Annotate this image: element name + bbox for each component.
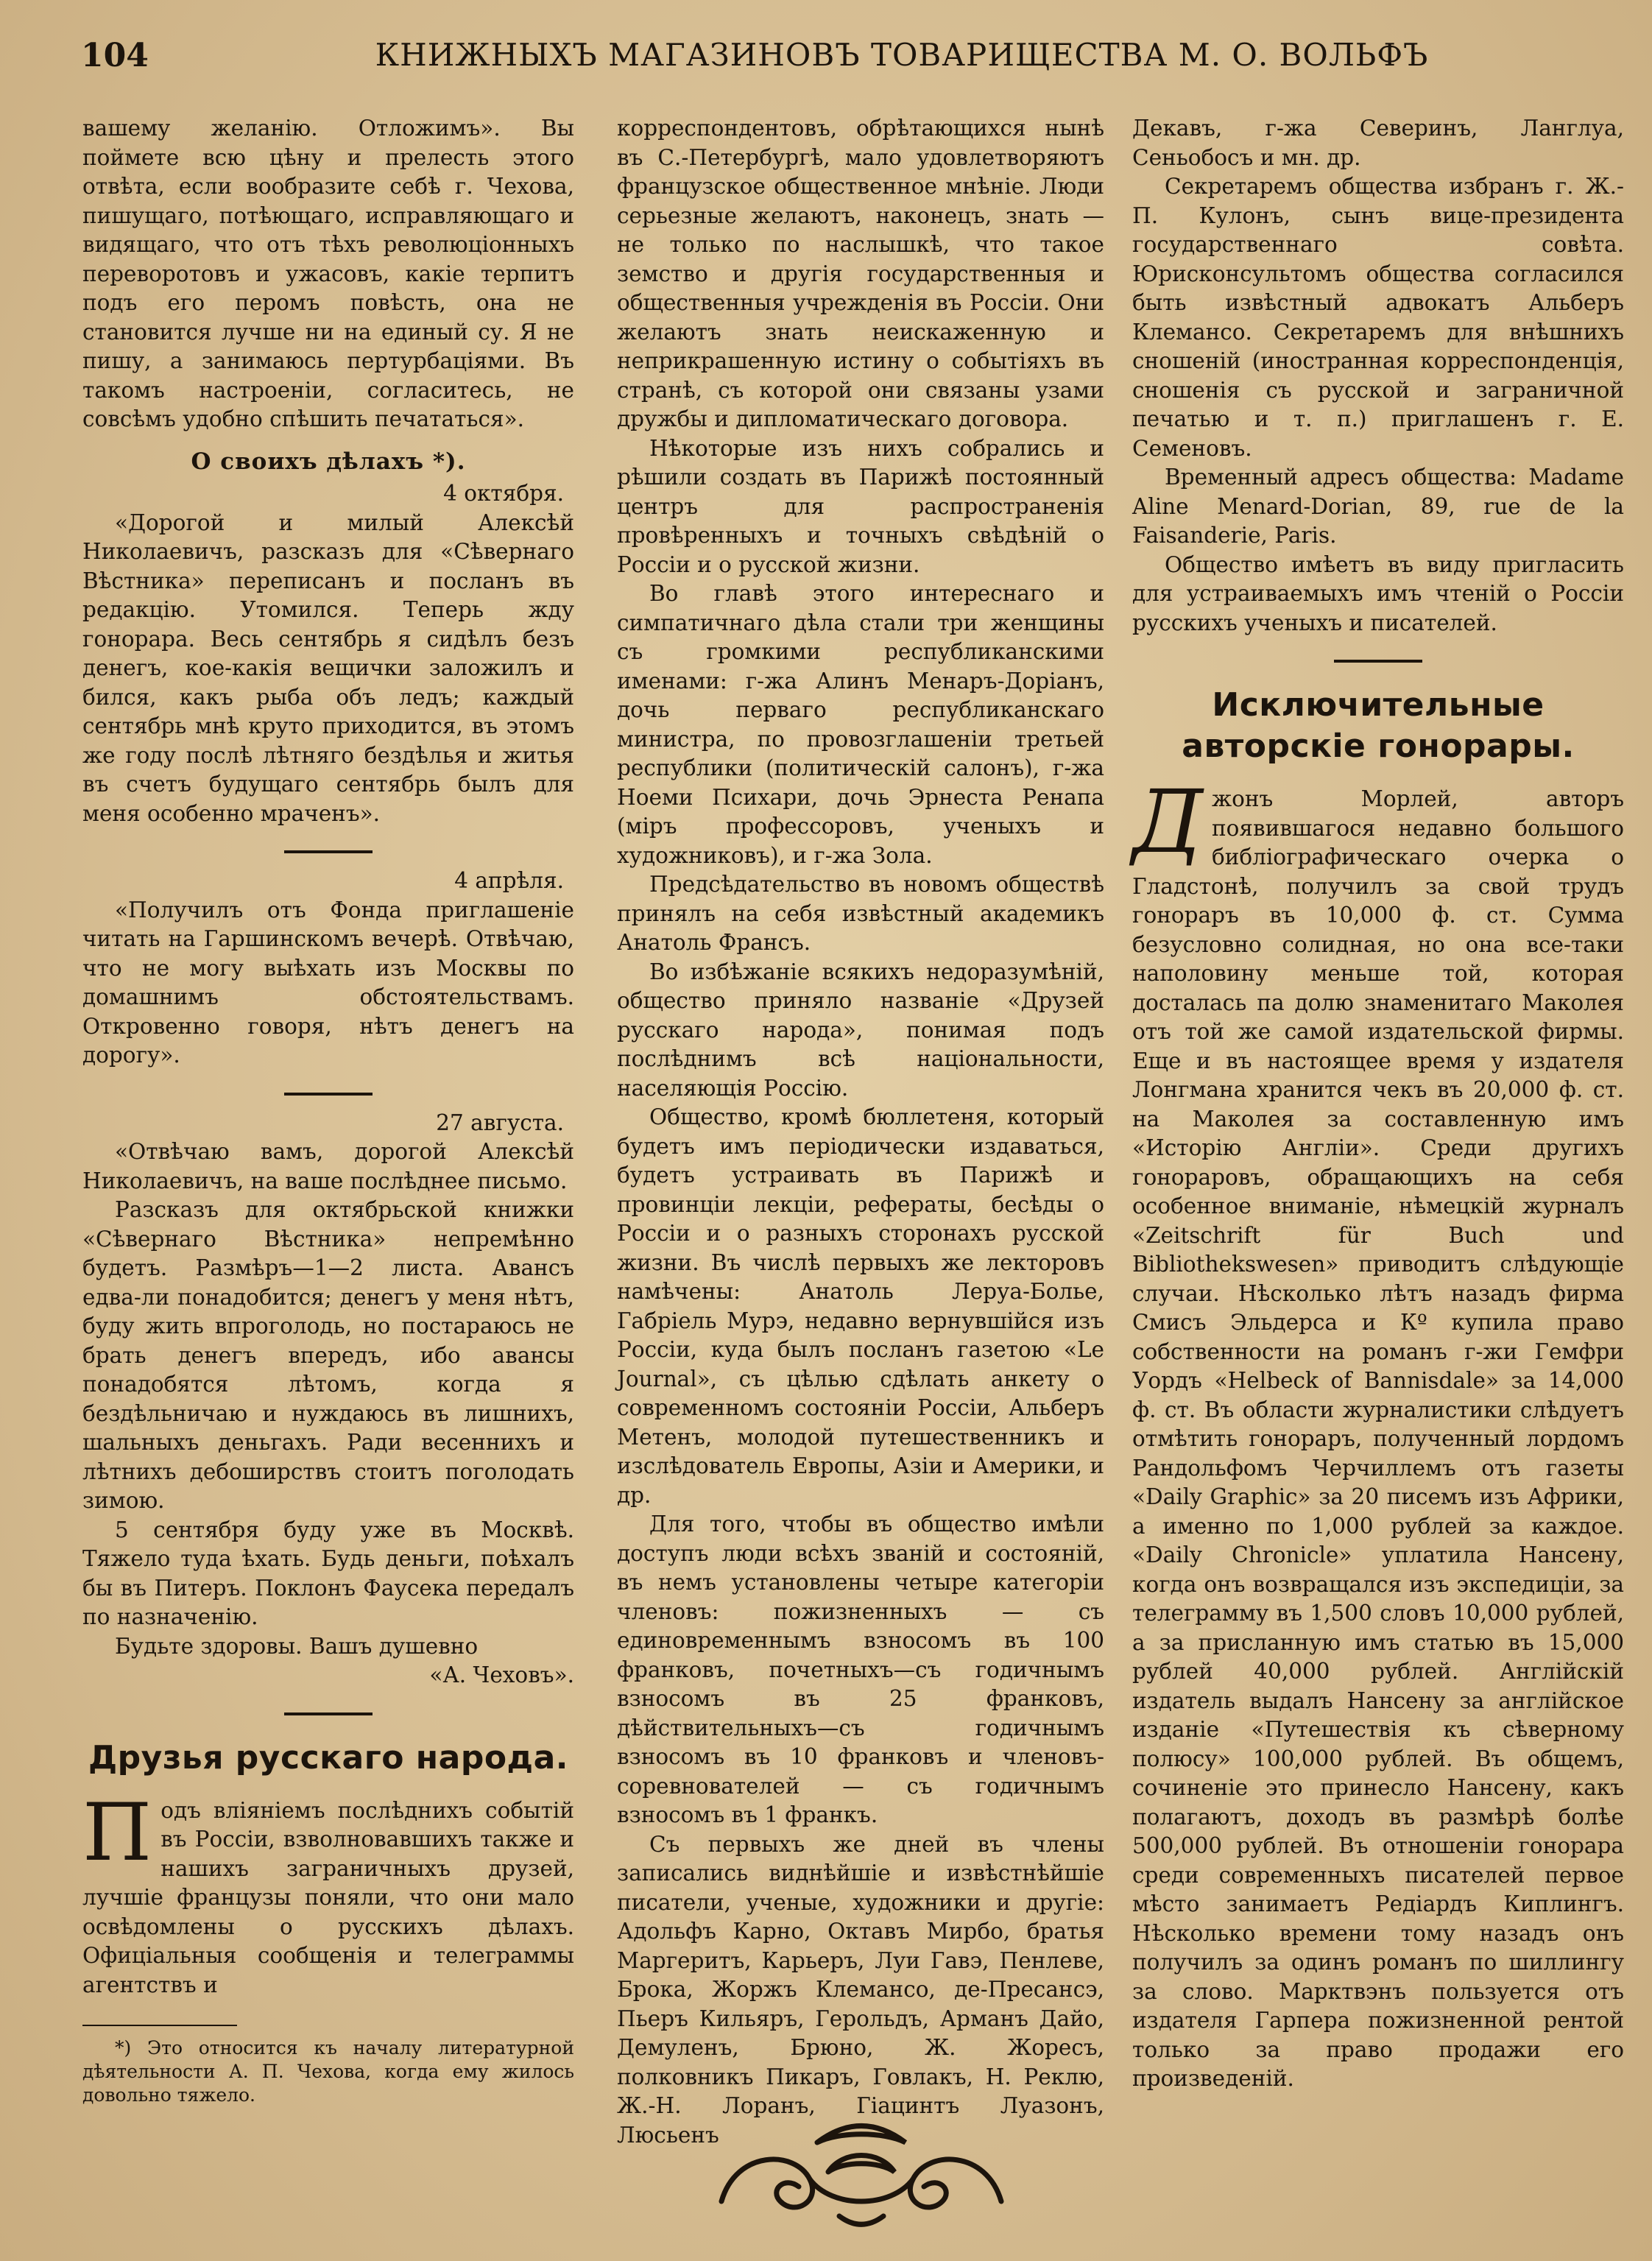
subheading: О своихъ дѣлахъ *). [191,448,466,475]
section-title: Исключительные авторскіе гонорары. [1182,686,1575,765]
signature: «А. Чеховъ». [429,1662,574,1687]
drop-cap: П [82,1786,152,1879]
paragraph: «Дорогой и милый Алексѣй Николаевичъ, разсказъ для «Сѣвернаго Вѣстника» переписанъ и посланъ въ редакцію. Утомился. Теперь жду гонорара. Весь сентябрь я сидѣлъ безъ денегъ, кое-какія вещички заложилъ и бился, какъ рыба объ ледъ; каждый сентябрь мнѣ круто приходится, въ этомъ же году послѣ лѣтняго бездѣлья и житья въ счетъ будущаго сентябрь былъ для меня особенно мраченъ». [82,509,574,826]
footnote: *) Это относится къ началу литературной дѣятельности А. П. Чехова, когда ему жилось довольно тяжело. [82,2037,574,2106]
paragraph: 5 сентября буду уже въ Москвѣ. Тяжело туда ѣхать. Будь деньги, поѣхалъ бы въ Питеръ. Поклонъ Фаусека передалъ по назначенію. [82,1517,574,1629]
divider [1334,660,1422,663]
paragraph: Съ первыхъ же дней въ члены записались виднѣйшіе и извѣстнѣйшіе писатели, ученые, художники и другіе: Адольфъ Карно, Октавъ Мирбо, братья Маргеритъ, Карьеръ, Луи Гавэ, Пенлеве, Брока, Жоржъ Клемансо, де-Пресансэ, Пьеръ Кильяръ, Герольдъ, Арманъ Дайо, Демуленъ, Брюно, Ж. Жоресъ, полковникъ Пикаръ, Говлакъ, Н. Реклю, Ж.-Н. Лоранъ, Гіацинтъ Луазонъ, Люсьенъ [617,1831,1104,2148]
paragraph: жонъ Морлей, авторъ появившагося недавно большого библіографическаго очерка о Гладстонѣ, получилъ за свой трудъ гонораръ въ 10,000 ф. ст. Сумма безусловно солидная, но она все-таки наполовину меньше той, которая досталась па долю знаменитаго Маколея отъ той же самой издательской фирмы. Еще и въ настоящее время у издателя Лонгмана хранится чекъ въ 20,000 ф. ст. на Маколея за составленную имъ «Исторію Англіи». Среди другихъ гонораровъ, обращающихъ на себя особенное вниманіе, нѣмецкій журналъ «Zeitschrift für Buch und Bibliothekswesen» приводитъ слѣдующіе случаи. Нѣсколько лѣтъ назадъ фирма Смисъ Эльдерса и Кº купила право собственности на романъ г-жи Гемфри Уордъ «Helbeck of Bannisdale» за 14,000 ф. ст. Въ области журналистики слѣдуетъ отмѣтить гонораръ, полученный лордомъ Рандольфомъ Черчиллемъ отъ газеты «Daily Graphic» за 20 писемъ изъ Африки, а именно по 1,000 рублей за каждое. «Daily Chronicle» уплатила Нансену, когда онъ возвращался изъ экспедиціи, за телеграмму въ 1,500 словъ 10,000 рублей, а за присланную имъ статью въ 15,000 рублей 40,000 рублей. Англійскій издатель выдалъ Нансену за англійское изданіе «Путешествія къ сѣверному полюсу» 100,000 рублей. Въ общемъ, сочиненіе это принесло Нансену, какъ полагаютъ, доходъ въ размѣрѣ болѣе 500,000 рублей. Въ отношеніи гонорара среди современныхъ писателей первое мѣсто занимаетъ Редіардъ Киплингъ. Нѣсколько времени тому назадъ онъ получилъ за одинъ романъ по шиллингу за слово. Марктвэнъ пользуется отъ издателя Гарпера пожизненной рентой только за право продажи его произведеній. [1132,786,1624,2091]
paragraph: Для того, чтобы въ общество имѣли доступъ люди всѣхъ званій и состояній, въ немъ установлены четыре категоріи членовъ: пожизненныхъ — съ единовременнымъ взносомъ въ 100 франковъ, почетныхъ—съ годичнымъ взносомъ въ 25 франковъ, дѣйствительныхъ—съ годичнымъ взносомъ въ 10 франковъ и членовъ-соревнователей — съ годичнымъ взносомъ въ 1 франкъ. [617,1512,1104,1827]
paragraph: корреспондентовъ, обрѣтающихся нынѣ въ С.-Петербургѣ, мало удовлетворяютъ французское общественное мнѣніе. Люди серьезные желаютъ, наконецъ, знать — не только по наслышкѣ, что такое земство и другія государственныя и общественныя учрежденія въ Россіи. Они желаютъ знать неискаженную и неприкрашенную истину о событіяхъ въ странѣ, съ которой они связаны узами дружбы и дипломатическаго договора. [617,116,1104,431]
page-header [81,37,1590,88]
paragraph: «Получилъ отъ Фонда приглашеніе читать на Гаршинскомъ вечерѣ. Отвѣчаю, что не могу выѣхать изъ Москвы по домашнимъ обстоятельствамъ. Откровенно говоря, нѣтъ денегъ на дорогу». [82,897,574,1068]
paragraph: Декавъ, г-жа Северинъ, Ланглуа, Сеньобосъ и мн. др. [1132,116,1624,170]
paragraph: Будьте здоровы. Вашъ душевно [115,1633,479,1659]
letter-date: 27 августа. [436,1110,564,1135]
paragraph: Предсѣдательство въ новомъ обществѣ принялъ на себя извѣстный академикъ Анатоль Франсъ. [617,872,1104,955]
column-1 [82,114,574,2107]
paragraph: Во избѣжаніе всякихъ недоразумѣній, общество приняло названіе «Друзей русскаго народа», понимая подъ послѣднимъ всѣ національности, населяющія Россію. [617,959,1104,1101]
letter-date: 4 апрѣля. [454,868,564,893]
letter-date: 4 октября. [443,481,564,506]
paragraph: Секретаремъ общества избранъ г. Ж.-П. Кулонъ, сынъ вице-президента государственнаго совѣта. Юрисконсультомъ общества согласился быть извѣстный адвокатъ Альберъ Клемансо. Секретаремъ для внѣшнихъ сношеній (иностранная корреспонденція, сношенія съ русской и заграничной печатью и т. п.) приглашенъ г. Е. Семеновъ. [1132,174,1624,461]
section-title: Друзья русскаго народа. [88,1738,568,1777]
page-number: 104 [81,37,149,74]
paragraph: вашему желанію. Отложимъ». Вы поймете всю цѣну и прелесть этого отвѣта, если вообразите себѣ г. Чехова, пишущаго, потѣющаго, исправляющаго и видящаго, что отъ тѣхъ революціонныхъ переворотовъ и ужасовъ, какіе терпитъ подъ его перомъ повѣсть, она не становится лучше ни на единый су. Я не пишу, а занимаюсь пертурбаціями. Въ такомъ настроеніи, согласитесь, не совсѣмъ удобно спѣшить печататься». [82,116,574,431]
paragraph: Общество, кромѣ бюллетеня, который будетъ имъ періодически издаваться, будетъ устраивать въ Парижѣ и провинціи лекціи, рефераты, бесѣды о Россіи и о разныхъ сторонахъ русской жизни. Въ числѣ первыхъ же лекторовъ намѣчены: Анатоль Леруа-Болье, Габріель Мурэ, недавно вернувшійся изъ Россіи, куда былъ посланъ газетою «Le Journal», съ цѣлью сдѣлать анкету о современномъ состояніи Россіи, Альберъ Метенъ, молодой путешественникъ и изслѣдователь Европы, Азіи и Америки, и др. [617,1104,1104,1508]
paragraph: Временный адресъ общества: Madame Aline Menard-Dorian, 89, rue de la Faisanderie, Paris. [1132,465,1624,548]
paragraph: «Отвѣчаю вамъ, дорогой Алексѣй Николаевичъ, на ваше послѣднее письмо. [82,1139,574,1193]
divider [284,850,373,853]
footnote-divider [82,2025,237,2026]
paragraph: одъ вліяніемъ послѣднихъ событій въ Россіи, взволновавшихъ также и нашихъ заграничныхъ друзей, лучшіе французы поняли, что они мало освѣдомлены о русскихъ дѣлахъ. Офиціальныя сообщенія и телеграммы агентствъ и [82,1797,574,1997]
column-3 [1132,114,1624,2094]
divider [284,1712,373,1715]
paragraph: Нѣкоторые изъ нихъ собрались и рѣшили создать въ Парижѣ постоянный центръ для распространенія провѣренныхъ и точныхъ свѣдѣній о Россіи и о русской жизни. [617,435,1104,577]
column-2 [617,114,1104,2150]
paragraph: Во главѣ этого интереснаго и симпатичнаго дѣла стали три женщины съ громкими республиканскими именами: г-жа Алинъ Менаръ-Доріанъ, дочь перваго республиканскаго министра, по провозглашеніи третьей республики (политическій салонъ), г-жа Ноеми Психари, дочь Эрнеста Ренапа (міръ профессоровъ, ученыхъ и художниковъ), и г-жа Зола. [617,581,1104,868]
paragraph: Общество имѣетъ въ виду пригласить для устраиваемыхъ имъ чтеній о Россіи русскихъ ученыхъ и писателей. [1132,551,1624,635]
flourish-ornament-icon [707,2120,1016,2231]
divider [284,1093,373,1096]
running-head: КНИЖНЫХЪ МАГАЗИНОВЪ ТОВАРИЩЕСТВА М. О. ВОЛЬФЪ [375,37,1429,73]
paragraph: Разсказъ для октябрьской книжки «Сѣвернаго Вѣстника» непремѣнно будетъ. Размѣръ—1—2 листа. Авансъ едва-ли понадобится; денегъ у меня нѣтъ, буду жить впроголодь, но постараюсь не брать денегъ впередъ, ибо авансы понадобятся лѣтомъ, когда я бездѣльничаю и нуждаюсь въ лишнихъ, шальныхъ деньгахъ. Ради весеннихъ и лѣтнихъ дебоширствъ стоитъ поголодать зимою. [82,1197,574,1513]
drop-cap: Д [1132,771,1203,872]
